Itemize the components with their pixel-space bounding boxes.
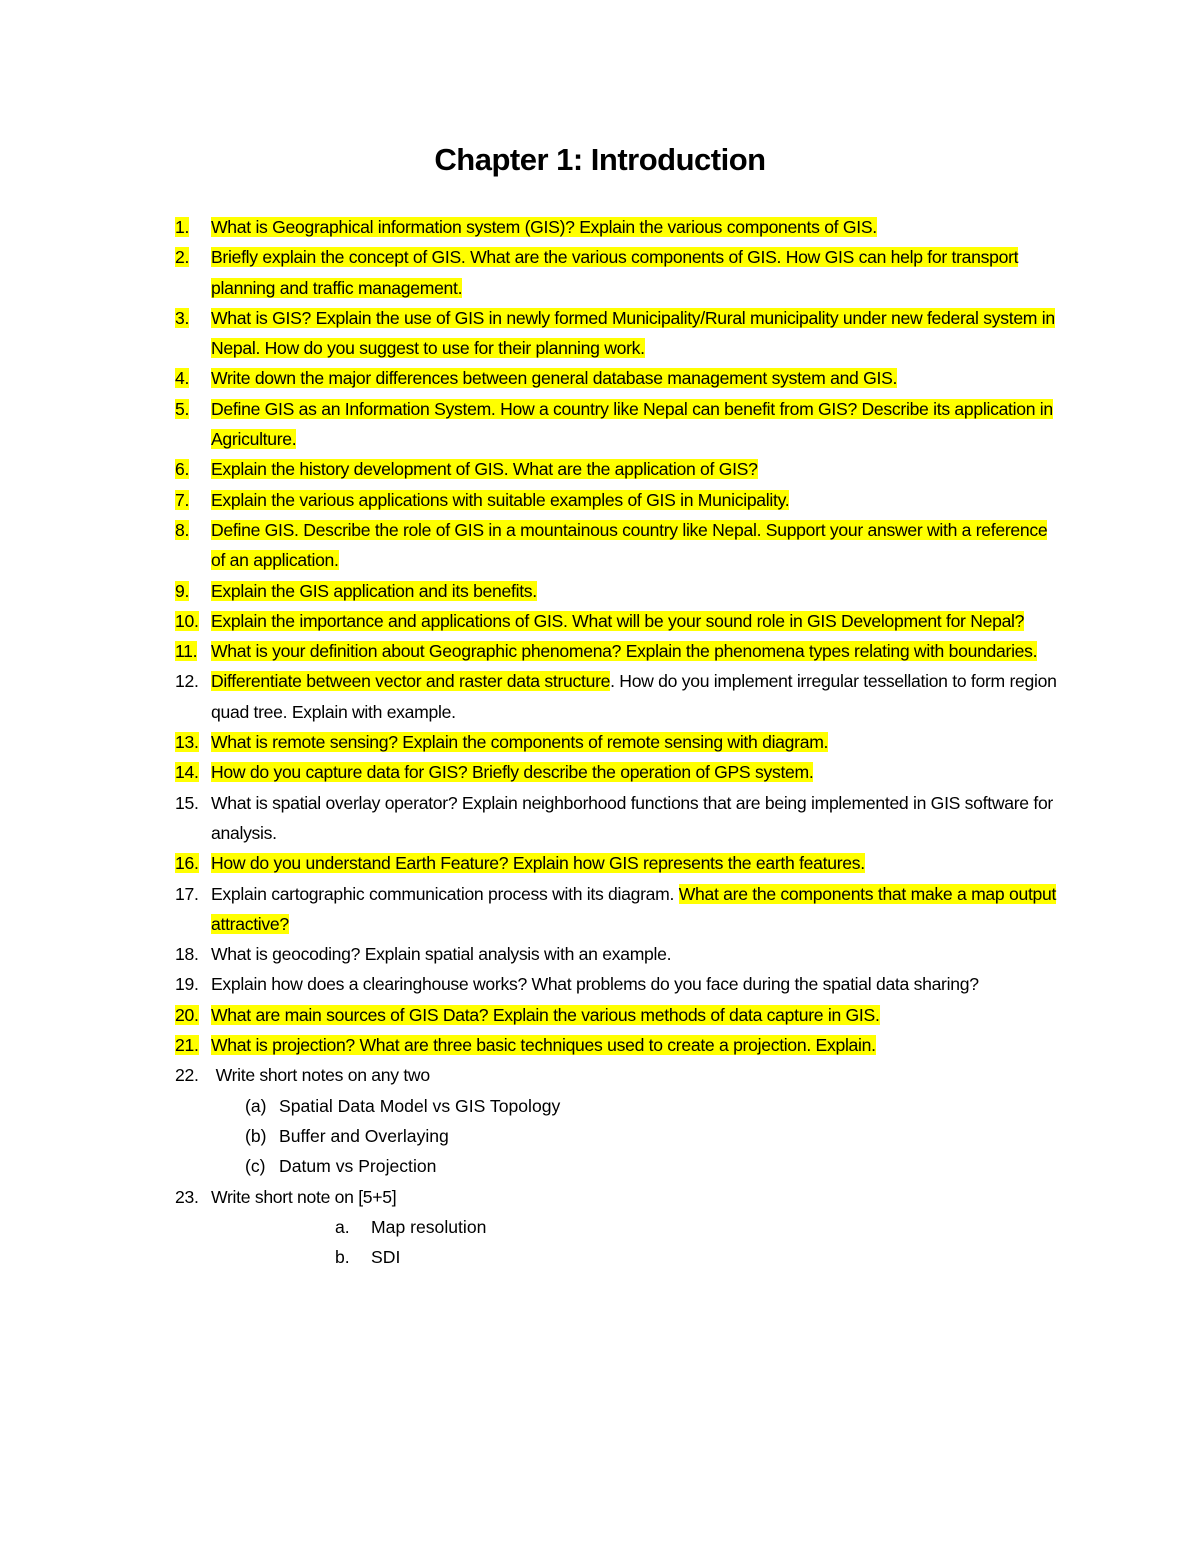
question-number: 1. xyxy=(175,217,190,237)
question-item xyxy=(175,1000,1065,1030)
question-item xyxy=(175,848,1065,878)
question-item xyxy=(175,363,1065,393)
question-number: 5. xyxy=(175,398,190,419)
question-number: 18. xyxy=(175,944,199,965)
sub-item-text: Buffer and Overlaying xyxy=(279,1125,449,1146)
question-item xyxy=(175,576,1065,606)
question-text: What is geocoding? Explain spatial analysis with an example. xyxy=(211,944,672,965)
question-text: Explain cartographic communication process with its diagram. What are the components that make a map output attractive? xyxy=(211,883,1057,934)
question-item xyxy=(175,939,1065,969)
question-number: 7. xyxy=(175,489,190,510)
question-text: How do you capture data for GIS? Briefly describe the operation of GPS system. xyxy=(211,762,814,783)
question-number: 20. xyxy=(175,1004,199,1025)
question-number: 15. xyxy=(175,792,199,813)
question-item xyxy=(175,879,1065,940)
sub-item-text: Datum vs Projection xyxy=(279,1156,437,1177)
question-text: Explain the importance and applications of GIS. What will be your sound role in GIS Development for Nepal? xyxy=(211,610,1025,631)
question-item xyxy=(175,757,1065,787)
question-item xyxy=(175,666,1065,727)
question-text: What is your definition about Geographic phenomena? Explain the phenomena types relating with boundaries. xyxy=(211,641,1038,662)
question-text: What is remote sensing? Explain the components of remote sensing with diagram. xyxy=(211,732,829,753)
question-text: What is projection? What are three basic techniques used to create a projection. Explain. xyxy=(211,1035,876,1056)
question-text: Explain the history development of GIS. What are the application of GIS? xyxy=(211,459,758,480)
question-item xyxy=(175,606,1065,636)
question-text: Explain the GIS application and its benefits. xyxy=(211,580,537,601)
question-number: 14. xyxy=(175,762,199,783)
question-text: Explain the various applications with suitable examples of GIS in Municipality. xyxy=(211,489,790,510)
question-text: Briefly explain the concept of GIS. What are the various components of GIS. How GIS can help for transport planning and traffic management. xyxy=(211,247,1019,298)
question-item xyxy=(175,1182,1065,1212)
sub-item-text: SDI xyxy=(371,1247,401,1268)
question-list xyxy=(175,212,1065,1272)
sub-item xyxy=(175,1151,1065,1181)
sub-item-text: Map resolution xyxy=(371,1216,487,1237)
sub-item-text: Spatial Data Model vs GIS Topology xyxy=(279,1095,561,1116)
question-item xyxy=(175,303,1065,364)
question-text: What is Geographical information system (GIS)? Explain the various components of GIS. xyxy=(211,217,877,237)
question-number: 21. xyxy=(175,1035,199,1056)
question-number: 13. xyxy=(175,732,199,753)
question-number: 11. xyxy=(175,641,198,662)
sub-item-label: b. xyxy=(335,1247,350,1268)
question-item xyxy=(175,212,1065,242)
question-item xyxy=(175,636,1065,666)
question-item xyxy=(175,454,1065,484)
question-text: What is GIS? Explain the use of GIS in newly formed Municipality/Rural municipality under new federal system in Nepal. How do you suggest to use for their planning work. xyxy=(211,307,1055,359)
sub-item xyxy=(175,1242,1065,1272)
question-number: 22. xyxy=(175,1065,199,1086)
question-number: 2. xyxy=(175,247,190,268)
sub-item-label: (c) xyxy=(245,1156,266,1177)
question-text: What is spatial overlay operator? Explain neighborhood functions that are being implemented in GIS software for analysis. xyxy=(211,792,1053,843)
question-text: Differentiate between vector and raster data structure. How do you implement irregular tessellation to form region quad tree. Explain with example. xyxy=(211,671,1057,722)
question-text: Explain how does a clearinghouse works? What problems do you face during the spatial data sharing? xyxy=(211,974,979,995)
question-item xyxy=(175,485,1065,515)
page-title: Chapter 1: Introduction xyxy=(434,142,766,177)
question-number: 23. xyxy=(175,1186,199,1207)
sub-item xyxy=(175,1091,1065,1121)
question-number: 16. xyxy=(175,853,199,874)
question-item xyxy=(175,727,1065,757)
question-item xyxy=(175,515,1065,576)
question-item xyxy=(175,1030,1065,1060)
sub-item xyxy=(175,1212,1065,1242)
question-item xyxy=(175,1060,1065,1090)
question-text: Write short notes on any two xyxy=(211,1065,430,1086)
question-text: Write short note on [5+5] xyxy=(211,1186,397,1207)
question-number: 4. xyxy=(175,368,190,389)
question-text: Define GIS as an Information System. How a country like Nepal can benefit from GIS? Describe its application in Agriculture. xyxy=(211,398,1053,450)
sub-item-label: a. xyxy=(335,1216,350,1237)
question-number: 3. xyxy=(175,307,190,328)
question-number: 17. xyxy=(175,883,199,904)
question-item xyxy=(175,242,1065,303)
question-item xyxy=(175,394,1065,455)
question-number: 19. xyxy=(175,974,199,995)
question-number: 9. xyxy=(175,580,190,601)
sub-item xyxy=(175,1121,1065,1151)
question-item xyxy=(175,969,1065,999)
question-item xyxy=(175,788,1065,849)
question-number: 6. xyxy=(175,459,190,480)
question-text: Define GIS. Describe the role of GIS in a mountainous country like Nepal. Support your answer with a reference of an application. xyxy=(211,519,1048,571)
question-number: 12. xyxy=(175,671,199,692)
sub-item-label: (a) xyxy=(245,1095,267,1116)
question-text: What are main sources of GIS Data? Explain the various methods of data capture in GIS. xyxy=(211,1004,880,1025)
question-number: 8. xyxy=(175,519,190,540)
question-text: How do you understand Earth Feature? Explain how GIS represents the earth features. xyxy=(211,853,865,874)
question-number: 10. xyxy=(175,610,199,631)
sub-item-label: (b) xyxy=(245,1125,267,1146)
question-text: Write down the major differences between general database management system and GIS. xyxy=(211,368,898,389)
